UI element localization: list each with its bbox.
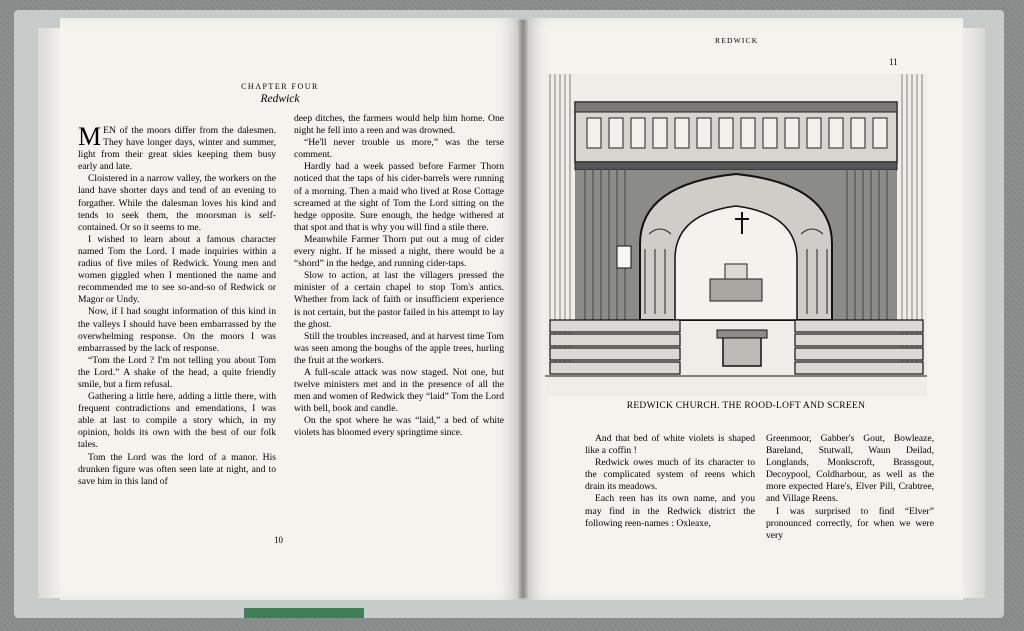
- paragraph: Meanwhile Farmer Thorn put out a mug of cider every night. If he missed a night, there would be a “shord” in the hedge, and running cider-taps.: [294, 233, 504, 270]
- paragraph: And that bed of white violets is shaped like a coffin !: [585, 433, 755, 457]
- page-number-left: 10: [274, 535, 283, 545]
- paragraph: Now, if I had sought information of this kind in the valleys I should have been embarrassed by the overwhelming response. On the moors I was embarrassed by the lack of response.: [78, 306, 276, 354]
- paragraph: MEN of the moors differ from the dalesmen. They have longer days, winter and summer, light from their great skies keeping them busy early and late.: [78, 122, 276, 173]
- running-head: REDWICK: [715, 36, 759, 45]
- paragraph: “He'll never trouble us more,” was the terse comment.: [294, 137, 504, 161]
- book-gutter: [518, 20, 528, 598]
- paragraph: Each reen has its own name, and you may find in the Redwick district the following reen-names : Oxleaxe,: [585, 493, 755, 529]
- paragraph: Redwick owes much of its character to the complicated system of reens which drain its meadows.: [585, 457, 755, 493]
- paragraph: Still the troubles increased, and at harvest time Tom was seen among the boughs of the apple trees, hurling the fruit at the workers.: [294, 330, 504, 366]
- illustration-caption: REDWICK CHURCH. THE ROOD-LOFT AND SCREEN: [626, 401, 866, 411]
- page-edges-left: [38, 28, 60, 598]
- chapter-label: CHAPTER FOUR: [241, 82, 319, 91]
- paragraph: deep ditches, the farmers would help him home. One night he fell into a reen and was drowned.: [294, 113, 504, 137]
- right-page-column-2: [766, 433, 934, 542]
- paragraph: Hardly had a week passed before Farmer Thorn noticed that the taps of his cider-barrels were running of a morning. Then a maid who lived at Rose Cottage screamed at the sight of Tom the Lord sitting on the hedge opposite. Sure enough, the hedge withered at that spot and that is why you will find a stile there.: [294, 161, 504, 233]
- paragraph: On the spot where he was “laid,” a bed of white violets has bloomed every springtime since.: [294, 415, 504, 439]
- left-page-column-2: [294, 113, 504, 440]
- paragraph: Cloistered in a narrow valley, the workers on the land have shorter days and tend of an evening to forgather. While the dalesman loves his kind and tends to seek them, the moorsman is self-contained. Or so it seems to me.: [78, 173, 276, 233]
- paragraph: I wished to learn about a famous character named Tom the Lord. I made inquiries within a radius of five miles of Redwick. Young men and women giggled when I mentioned the name and recommended me to see so-and-so of Redwick or Magor or Undy.: [78, 233, 276, 306]
- paragraph: Slow to action, at last the villagers pressed the minister of a certain chapel to stop Tom's antics. Whether from lack of faith or insufficient experience is not certain, but the pastor failed in his attempt to lay the ghost.: [294, 270, 504, 330]
- drop-cap: M: [78, 122, 102, 151]
- paragraph: Greenmoor, Gabber's Gout, Bowleaze, Bareland, Stutwall, Waun Deilad, Longlands, Monkscroft, Brassgout, Decoypool, Coldharbour, as well as the more expected Hare's, Elver Pill, Crabtree, and Village Reens.: [766, 433, 934, 505]
- paragraph: “Tom the Lord ? I'm not telling you about Tom the Lord.” A shake of the head, a quite friendly smile, but a firm refusal.: [78, 354, 276, 390]
- paragraph: Tom the Lord was the lord of a manor. His drunken figure was often seen late at night, and to save him in this land of: [78, 451, 276, 487]
- left-page-column-1: [78, 122, 276, 488]
- chapter-title: Redwick: [260, 93, 300, 105]
- paragraph: Gathering a little here, adding a little there, with frequent contradictions and emendations, I was able at last to compile a story which, in my opinion, holds its own with the best of our folk tales.: [78, 391, 276, 451]
- paragraph: A full-scale attack was now staged. Not one, but twelve ministers met and in the presence of all the men and women of Redwick they “laid” Tom the Lord with bell, book and candle.: [294, 366, 504, 415]
- page-number-right: 11: [889, 57, 898, 67]
- paragraph: I was surprised to find “Elver” pronounced correctly, for when we were very: [766, 505, 934, 541]
- page-edges-right: [963, 28, 985, 598]
- right-page-column-1: [585, 433, 755, 530]
- church-illustration: [545, 74, 927, 396]
- cover-edge-strip-bottom: [244, 608, 364, 618]
